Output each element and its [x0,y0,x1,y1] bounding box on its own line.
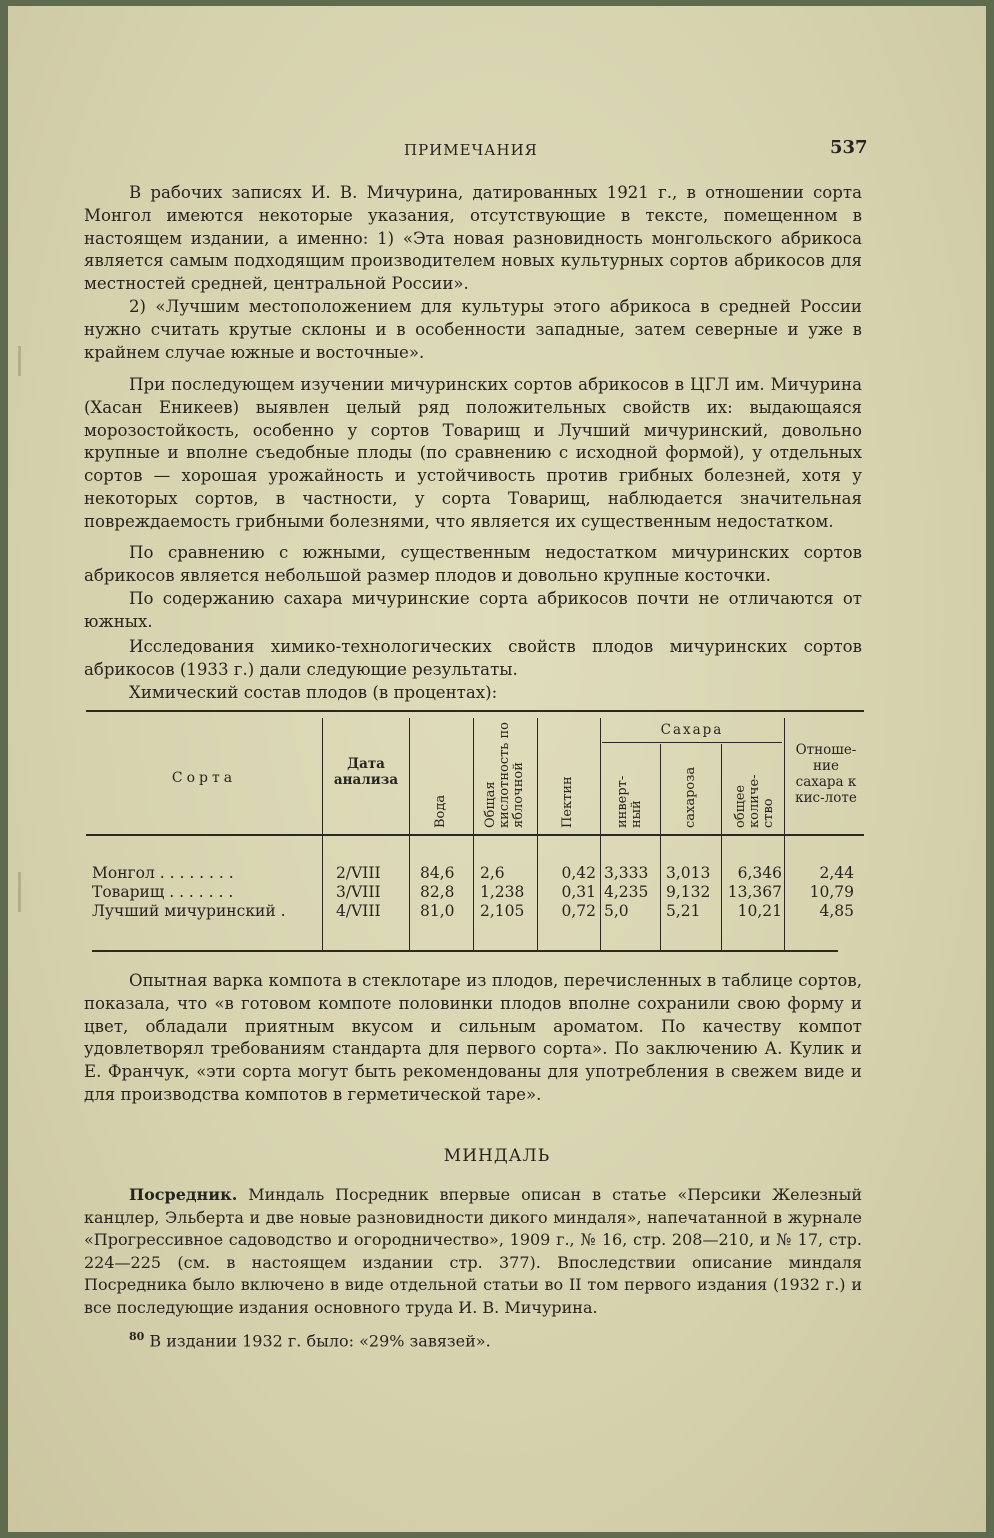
cell-pectin: 0,42 [561,864,596,882]
cell-water: 82,8 [420,883,455,901]
cell-ratio: 4,85 [819,902,854,920]
header-ratio: Отноше-ние сахара к кис-лоте [795,742,857,806]
cell-sucrose: 9,132 [666,883,711,901]
cell-ratio: 10,79 [809,883,854,901]
table-column-rule [473,718,474,950]
table-group-rule [602,742,782,743]
paragraph: По сравнению с южными, существенным недостатком мичуринских сортов абрикосов является небольшой размер плодов и довольно крупные косточки. [84,543,862,585]
footnote-text: В издании 1932 г. было: «29% завязей». [149,1331,491,1351]
cell-variety: Лучший мичуринский . [92,902,286,920]
cell-water: 81,0 [420,902,455,920]
header-variety: Сорта [171,770,237,786]
book-page [8,6,986,1532]
paragraph: Опытная варка компота в стеклотаре из плодов, перечисленных в таблице сортов, показала, что «в готовом компоте половинки плодов вполне сохранили свою форму и цвет, обладали приятным вкусом и сильным ароматом. По качеству компот удовлетворял требованиям стандарта для первого сорта». По заключению А. Кулик и Е. Франчук, «эти сорта могут быть рекомендованы для употребления в свежем виде и для производства компотов в герметической таре». [84,971,862,1104]
page-header [8,137,986,161]
cell-date: 2/VIII [336,864,381,882]
cell-acidity: 1,238 [480,883,525,901]
cell-sucrose: 5,21 [666,902,701,920]
cell-sucrose: 3,013 [666,864,711,882]
margin-mark [18,346,21,376]
table-top-rule [86,710,864,712]
header-invert: инверт-ный [615,775,644,828]
table-caption: Химический состав плодов (в процентах): [129,683,498,702]
table-header-rule [86,834,864,836]
page-number: 537 [830,137,868,158]
cell-invert: 3,333 [604,864,649,882]
running-title: ПРИМЕЧАНИЯ [404,141,538,159]
header-sugars-group: Сахара [660,722,724,738]
chemical-composition-table [86,710,864,956]
paragraph: При последующем изучении мичуринских сортов абрикосов в ЦГЛ им. Мичурина (Хасан Еникеев) выявлен целый ряд положительных свойств их: выдающаяся морозостойкость, особенно у сортов Товарищ и Лучший мичуринский, довольно крупные и вполне съедобные плоды (по сравнению с исходной формой), у отдельных сортов — хорошая урожайность и устойчивость против грибных болезней, хотя у некоторых сортов, в частности, у сорта Товарищ, наблюдается значительная повреждаемость грибными болезнями, что является их существенным недостатком. [84,375,862,531]
cell-total: 6,346 [737,864,782,882]
paragraph: Исследования химико-технологических свойств плодов мичуринских сортов абрикосов (1933 г.) дали следующие результаты. [84,637,862,679]
paragraph: В рабочих записях И. В. Мичурина, датированных 1921 г., в отношении сорта Монгол имеются некоторые указания, отсутствующие в тексте, помещенном в настоящем издании, а именно: 1) «Эта новая разновидность монгольского абрикоса является самым подходящим производителем новых культурных сортов абрикосов для местностей средней, центральной России». [84,183,862,294]
cell-acidity: 2,6 [480,864,505,882]
table-column-rule [537,718,538,950]
table-column-rule [322,718,323,950]
cell-invert: 5,0 [604,902,629,920]
footnote-mark: 80 [129,1330,145,1343]
table-column-rule [660,744,661,950]
margin-mark [18,872,21,912]
table-column-rule [600,718,601,950]
table-column-rule [784,718,785,950]
header-acidity: Общая кислотность по яблочной [483,721,526,828]
cell-water: 84,6 [420,864,455,882]
run-in-heading: Посредник. [129,1185,238,1204]
header-water: Вода [433,794,448,828]
table-bottom-rule [92,950,838,952]
paragraph: По содержанию сахара мичуринские сорта абрикосов почти не отличаются от южных. [84,589,862,631]
cell-total: 10,21 [737,902,782,920]
header-pectin: Пектин [560,776,575,828]
footnote [129,1326,829,1353]
paragraph: 2) «Лучшим местоположением для культуры этого абрикоса в средней России нужно считать крутые склоны и в особенности западные, затем северные и уже в крайнем случае южные и восточные». [84,297,862,362]
cell-acidity: 2,105 [480,902,525,920]
header-date: Дата анализа [333,756,399,788]
cell-date: 4/VIII [336,902,381,920]
paragraph-body: Миндаль Посредник впервые описан в статье «Персики Железный канцлер, Эльберта и две новые разновидности дикого миндаля», напечатанной в журнале «Прогрессивное садоводство и огородничество», 1909 г., № 16, стр. 208—210, и № 17, стр. 224—225 (см. в настоящем издании стр. 377). Впоследствии описание миндаля Посредника было включено в виде отдельной статьи во II том первого издания (1932 г.) и все последующие издания основного труда И. В. Мичурина. [84,1185,862,1317]
header-total: общее количе-ство [733,774,776,828]
cell-total: 13,367 [727,883,782,901]
cell-invert: 4,235 [604,883,649,901]
header-sucrose: сахароза [683,766,698,828]
section-heading: МИНДАЛЬ [443,1146,551,1166]
cell-variety: Товарищ . . . . . . . [92,883,234,901]
cell-date: 3/VIII [336,883,381,901]
cell-ratio: 2,44 [819,864,854,882]
cell-pectin: 0,72 [561,902,596,920]
cell-variety: Монгол . . . . . . . . [92,864,234,882]
cell-pectin: 0,31 [561,883,596,901]
table-column-rule [409,718,410,950]
paragraph [84,1184,862,1320]
